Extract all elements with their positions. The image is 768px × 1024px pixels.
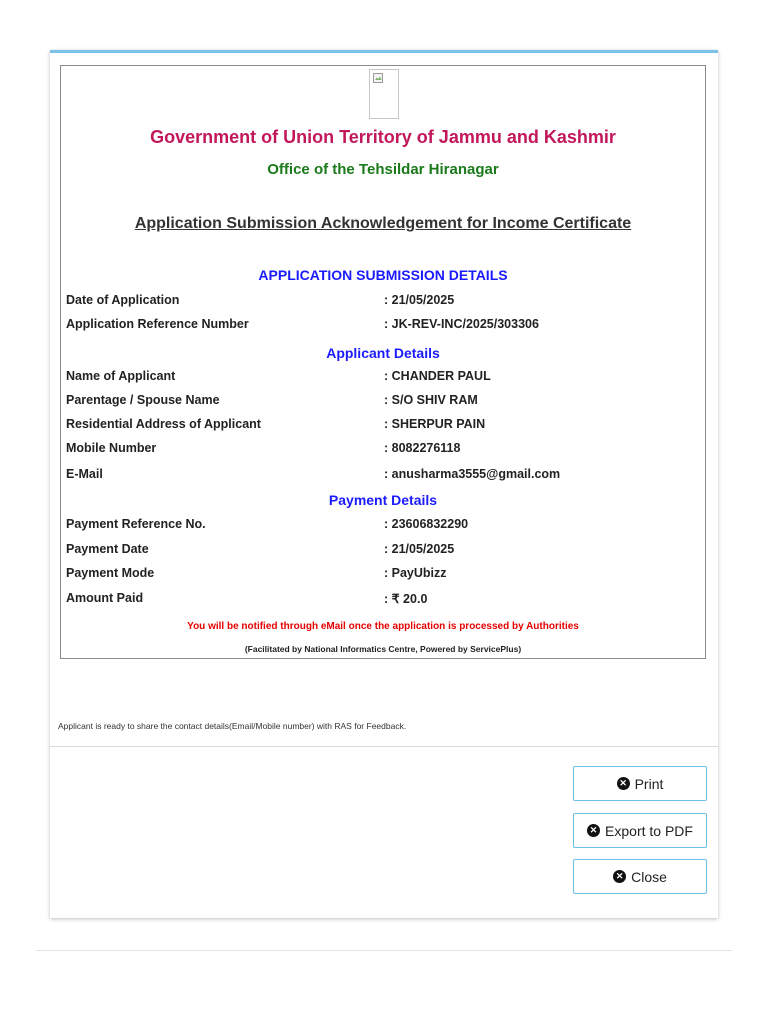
- row-label: Mobile Number: [66, 441, 157, 455]
- acknowledgement-dialog: [50, 50, 718, 918]
- print-button-label: Print: [634, 775, 664, 792]
- close-circle-icon: ✕: [587, 824, 600, 837]
- detail-row: [66, 393, 696, 413]
- detail-row: [66, 566, 696, 586]
- acknowledgement-panel: [60, 65, 706, 659]
- close-circle-icon: ✕: [613, 870, 626, 883]
- detail-row: [66, 417, 696, 437]
- emblem-image: [369, 69, 399, 119]
- government-title: Government of Union Territory of Jammu and Kashmir: [150, 127, 616, 147]
- payment-details-heading: Payment Details: [328, 492, 438, 508]
- row-label: Application Reference Number: [66, 317, 249, 331]
- detail-row: [66, 441, 696, 461]
- print-button[interactable]: [573, 766, 707, 801]
- applicant-details-heading: Applicant Details: [326, 345, 440, 361]
- row-label: Payment Reference No.: [66, 517, 206, 531]
- close-button-label: Close: [631, 868, 667, 885]
- detail-row: [66, 317, 696, 337]
- close-button[interactable]: [573, 859, 707, 894]
- close-circle-icon: ✕: [617, 777, 630, 790]
- row-value: : 21/05/2025: [384, 293, 455, 307]
- submission-details-heading: APPLICATION SUBMISSION DETAILS: [258, 267, 508, 283]
- detail-row: [66, 293, 696, 313]
- row-value: : SHERPUR PAIN: [384, 417, 486, 431]
- page-divider: [36, 950, 732, 951]
- export-pdf-button[interactable]: [573, 813, 707, 848]
- row-label: Name of Applicant: [66, 369, 176, 383]
- row-label: Residential Address of Applicant: [66, 417, 261, 431]
- broken-image-icon: [373, 73, 383, 83]
- row-value: : 23606832290: [384, 517, 469, 531]
- export-pdf-button-label: Export to PDF: [605, 822, 693, 839]
- row-label: Payment Date: [66, 542, 149, 556]
- feedback-consent-text: Applicant is ready to share the contact details(Email/Mobile number) with RAS for Feedback.: [58, 721, 407, 731]
- row-label: Date of Application: [66, 293, 180, 307]
- email-notification-notice: You will be notified through eMail once the application is processed by Authorities: [187, 621, 579, 632]
- detail-row: [66, 369, 696, 389]
- row-label: Payment Mode: [66, 566, 155, 580]
- footer-divider: [50, 746, 718, 747]
- row-label: Amount Paid: [66, 591, 144, 605]
- office-title: Office of the Tehsildar Hiranagar: [267, 161, 499, 178]
- detail-row: [66, 517, 696, 537]
- row-value: : JK-REV-INC/2025/303306: [384, 317, 539, 331]
- detail-row: [66, 591, 696, 611]
- document-title: Application Submission Acknowledgement for Income Certificate: [134, 215, 632, 232]
- row-value: : anusharma3555@gmail.com: [384, 467, 561, 481]
- row-label: E-Mail: [66, 467, 103, 481]
- detail-row: [66, 542, 696, 562]
- detail-row: [66, 467, 696, 487]
- row-value: : 21/05/2025: [384, 542, 455, 556]
- row-value: : 8082276118: [384, 441, 461, 455]
- row-value: : ₹ 20.0: [384, 592, 428, 606]
- facilitation-note: (Facilitated by National Informatics Centre, Powered by ServicePlus): [244, 644, 522, 654]
- row-value: : PayUbizz: [384, 566, 447, 580]
- row-value: : S/O SHIV RAM: [384, 393, 478, 407]
- row-label: Parentage / Spouse Name: [66, 393, 220, 407]
- row-value: : CHANDER PAUL: [384, 369, 491, 383]
